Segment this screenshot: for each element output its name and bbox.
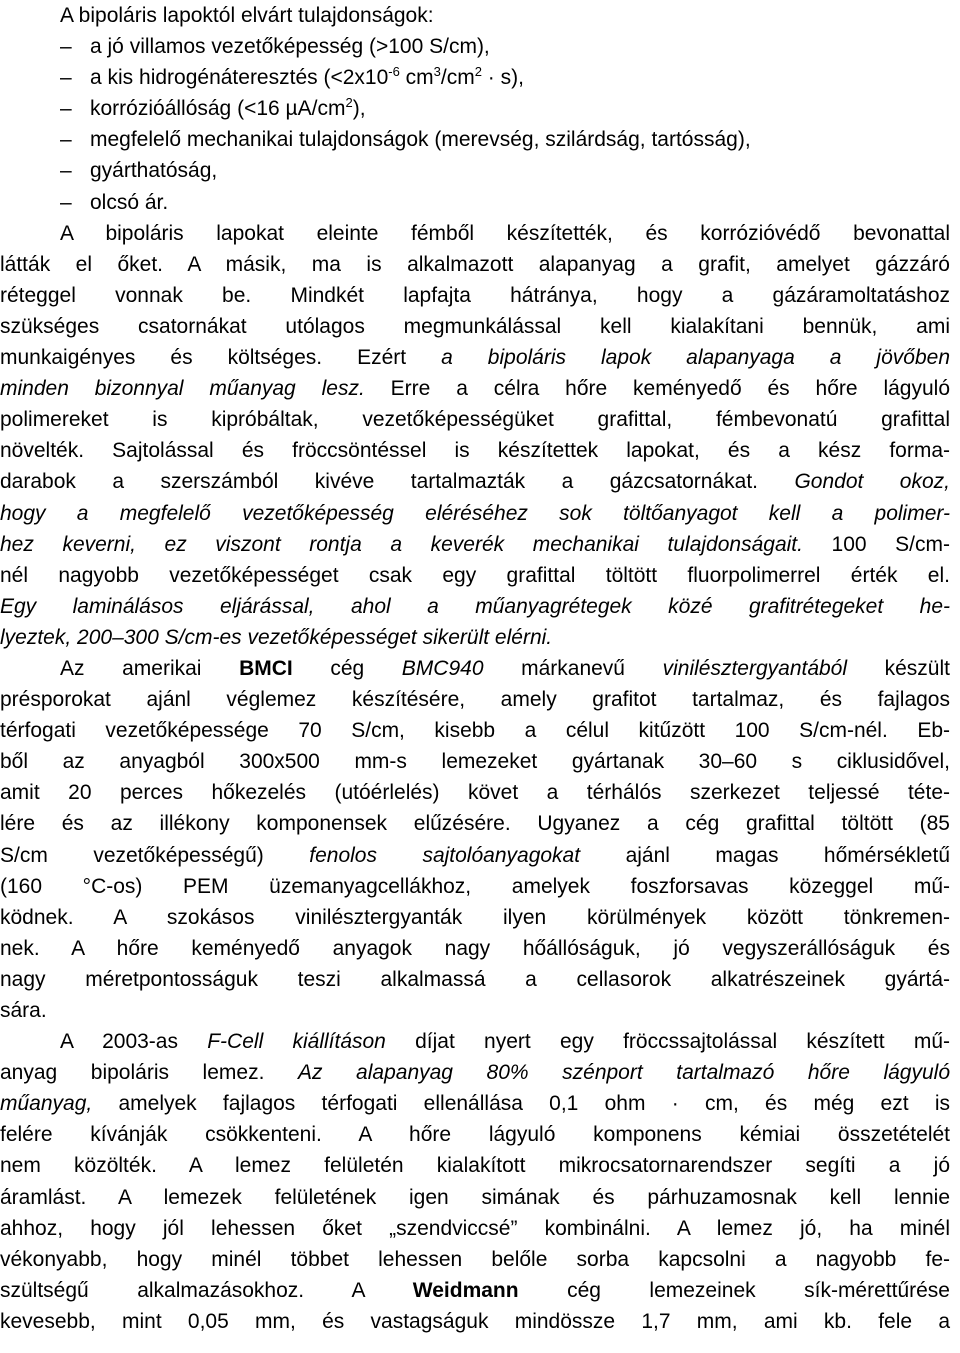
line-text: ajánl magas hőmérsékletű	[580, 843, 950, 867]
italic-text: hogy a megfelelő vezetőképesség eléréséhez sok töltőanyagot kell a polimer-	[0, 501, 950, 525]
line-text: nek. A hőre keményedő anyagok nagy hőállóságuk, jó vegyszerállóságuk és	[0, 936, 950, 960]
text-line	[0, 964, 950, 995]
italic-text: Az alapanyag 80% szénport tartalmazó hőre lágyuló	[297, 1061, 951, 1085]
italic-text: vinilésztergyantából	[662, 656, 848, 680]
text-line	[0, 777, 950, 808]
list-item-text: megfelelő mechanikai tulajdonságok (merevség, szilárdság, tartósság),	[90, 128, 751, 152]
text-line	[0, 684, 950, 715]
line-text: márkanevű	[483, 656, 663, 680]
bold-text: BMCI	[239, 656, 293, 680]
line-text: díjat nyert egy fröccssajtolással készített mű-	[385, 1030, 950, 1054]
text-line	[0, 498, 950, 529]
line-text: (160 °C-os) PEM üzemanyagcellákhoz, amelyek foszforsavas közeggel mű-	[0, 874, 950, 898]
line-text: sára.	[0, 999, 47, 1022]
line-text: nagy méretpontosságuk teszi alkalmassá a cellasorok alkatrészeinek gyártá-	[0, 967, 950, 991]
text-line	[0, 746, 950, 777]
italic-text: Gondot okoz,	[794, 470, 950, 494]
line-text: amelyek fajlagos térfogati ellenállása 0,1 ohm · cm, és még ezt is	[92, 1092, 950, 1116]
line-text: vékonyabb, hogy minél többet lehessen belőle sorba kapcsolni a nagyobb fe-	[0, 1247, 950, 1271]
line-text: kevesebb, mint 0,05 mm, és vastagságuk mindössze 1,7 mm, ami kb. fele a	[0, 1309, 950, 1333]
line-text: A 2003-as	[60, 1030, 208, 1054]
italic-text: Egy laminálásos eljárással, ahol a műanyagrétegek közé grafitrétegeket he-	[0, 594, 950, 618]
text-line	[0, 1119, 950, 1150]
line-text: S/cm vezetőképességű)	[0, 843, 310, 867]
text-line	[0, 653, 950, 684]
text-line	[0, 373, 950, 404]
text-line	[0, 1088, 950, 1119]
text-line	[0, 622, 950, 653]
text-line	[0, 1057, 950, 1088]
list-item-text: /cm	[440, 66, 475, 90]
line-text: darabok a szerszámból kivéve tartalmazták a gázcsatornákat.	[0, 470, 795, 494]
list-item-text: · s),	[481, 66, 524, 90]
line-text: cég lemezeinek sík-mérettűrése	[518, 1278, 950, 1302]
text-line	[0, 311, 950, 342]
list-item-text: olcsó ár.	[90, 190, 169, 214]
line-text: szükséges csatornákat utólagos megmunkálással kell kialakítani bennük, ami	[0, 314, 950, 338]
line-text: áramlást. A lemezek felületének igen simának és párhuzamosnak kell lennie	[0, 1185, 950, 1209]
italic-text: lyeztek, 200–300 S/cm-es vezetőképességet sikerült elérni.	[0, 625, 553, 649]
line-text: térfogati vezetőképessége 70 S/cm, kisebb a célul kitűzött 100 S/cm-nél. Eb-	[0, 719, 950, 743]
text-line	[0, 404, 950, 435]
text-line	[0, 466, 950, 497]
text-line	[0, 280, 950, 311]
list-item-text: cm	[399, 66, 434, 90]
line-text: Az amerikai	[60, 656, 240, 680]
list-dash: –	[60, 159, 72, 183]
line-text: ből az anyagból 300x500 mm-s lemezeket gyártanak 30–60 s ciklusidővel,	[0, 750, 950, 774]
line-text: présporokat ajánl véglemez készítésére, amely grafitot tartalmaz, és fajlagos	[0, 688, 950, 712]
line-text: nem közölték. A lemez felületén kialakított mikrocsatornarendszer segíti a jó	[0, 1154, 950, 1178]
text-line	[0, 591, 950, 622]
text-line	[0, 187, 950, 218]
italic-text: a bipoláris lapok alapanyaga a jövőben	[441, 346, 950, 370]
line-text: réteggel vonnak be. Mindkét lapfajta hátránya, hogy a gázáramoltatáshoz	[0, 283, 950, 307]
list-item-text: ),	[352, 97, 366, 121]
line-text: munkaigényes és költséges. Ezért	[0, 346, 442, 370]
text-line	[0, 155, 950, 186]
list-item-text: a jó villamos vezetőképesség (>100 S/cm),	[90, 35, 490, 59]
superscript: 2	[474, 64, 482, 80]
line-text: amit 20 perces hőkezelés (utóérlelés) követ a térhálós szerkezet teljessé téte-	[0, 781, 950, 805]
text-line	[0, 840, 950, 871]
line-text: nél nagyobb vezetőképességet csak egy grafittal töltött fluorpolimerrel érték el.	[0, 563, 950, 587]
text-line	[0, 1026, 950, 1057]
line-text: lére és az illékony komponensek elűzésére. Ugyanez a cég grafittal töltött (85	[0, 812, 950, 836]
text-line	[0, 1244, 950, 1275]
text-line	[0, 31, 950, 62]
line-text: polimereket is kipróbáltak, vezetőképességüket grafittal, fémbevonatú grafittal	[0, 408, 950, 432]
text-line	[0, 933, 950, 964]
text-line	[0, 871, 950, 902]
text-line	[0, 1213, 950, 1244]
text-line	[0, 902, 950, 933]
line-text: cég	[292, 656, 402, 680]
bold-text: Weidmann	[412, 1278, 519, 1302]
italic-text: F-Cell kiállításon	[207, 1030, 386, 1054]
line-text: A bipoláris lapoktól elvárt tulajdonságok:	[60, 4, 434, 27]
text-line	[0, 808, 950, 839]
line-text: szültségű alkalmazásokhoz. A	[0, 1278, 413, 1302]
line-text: felére kívánják csökkenteni. A hőre lágyuló komponens kémiai összetételét	[0, 1123, 950, 1147]
italic-text: hez keverni, ez viszont rontja a keverék mechanikai tulajdonságait.	[0, 532, 803, 556]
list-dash: –	[60, 66, 72, 90]
text-line	[0, 93, 950, 124]
text-line	[0, 1182, 950, 1213]
text-line	[0, 218, 950, 249]
line-text: készült	[847, 656, 950, 680]
text-line	[0, 0, 950, 31]
line-text: 100 S/cm-	[802, 532, 950, 556]
text-line	[0, 1306, 950, 1337]
list-dash: –	[60, 190, 72, 214]
text-line	[0, 124, 950, 155]
text-line	[0, 715, 950, 746]
text-line	[0, 1275, 950, 1306]
text-line	[0, 560, 950, 591]
italic-text: fenolos sajtolóanyagokat	[309, 843, 581, 867]
text-line	[0, 1150, 950, 1181]
line-text: ahhoz, hogy jól lehessen őket „szendviccsé” kombinálni. A lemez jó, ha minél	[0, 1216, 950, 1240]
text-line	[0, 529, 950, 560]
list-item-text: gyárthatóság,	[90, 159, 218, 183]
superscript: 2	[345, 95, 353, 111]
list-dash: –	[60, 128, 72, 152]
line-text: anyag bipoláris lemez.	[0, 1061, 298, 1085]
text-line	[0, 342, 950, 373]
list-dash: –	[60, 97, 72, 121]
text-line	[0, 435, 950, 466]
superscript: 3	[433, 64, 441, 80]
line-text: növelték. Sajtolással és fröccsöntéssel is készítettek lapokat, és a kész forma-	[0, 439, 950, 463]
text-line	[0, 995, 950, 1026]
italic-text: műanyag,	[0, 1092, 93, 1116]
text-line	[0, 249, 950, 280]
line-text: A bipoláris lapokat eleinte fémből készítették, és korrózióvédő bevonattal	[60, 221, 950, 245]
superscript: -6	[388, 64, 400, 80]
line-text: látták el őket. A másik, ma is alkalmazott alapanyag a grafit, amelyet gázzáró	[0, 252, 950, 276]
list-item-text: korrózióállóság (<16 µA/cm	[90, 97, 346, 121]
italic-text: minden bizonnyal műanyag lesz.	[0, 377, 365, 401]
line-text: Erre a célra hőre keményedő és hőre lágyuló	[364, 377, 950, 401]
line-text: ködnek. A szokásos vinilésztergyanták ilyen körülmények között tönkremen-	[0, 905, 950, 929]
list-item-text: a kis hidrogénáteresztés (<2x10	[90, 66, 389, 90]
list-dash: –	[60, 35, 72, 59]
italic-text: BMC940	[401, 656, 484, 680]
text-line	[0, 62, 950, 93]
